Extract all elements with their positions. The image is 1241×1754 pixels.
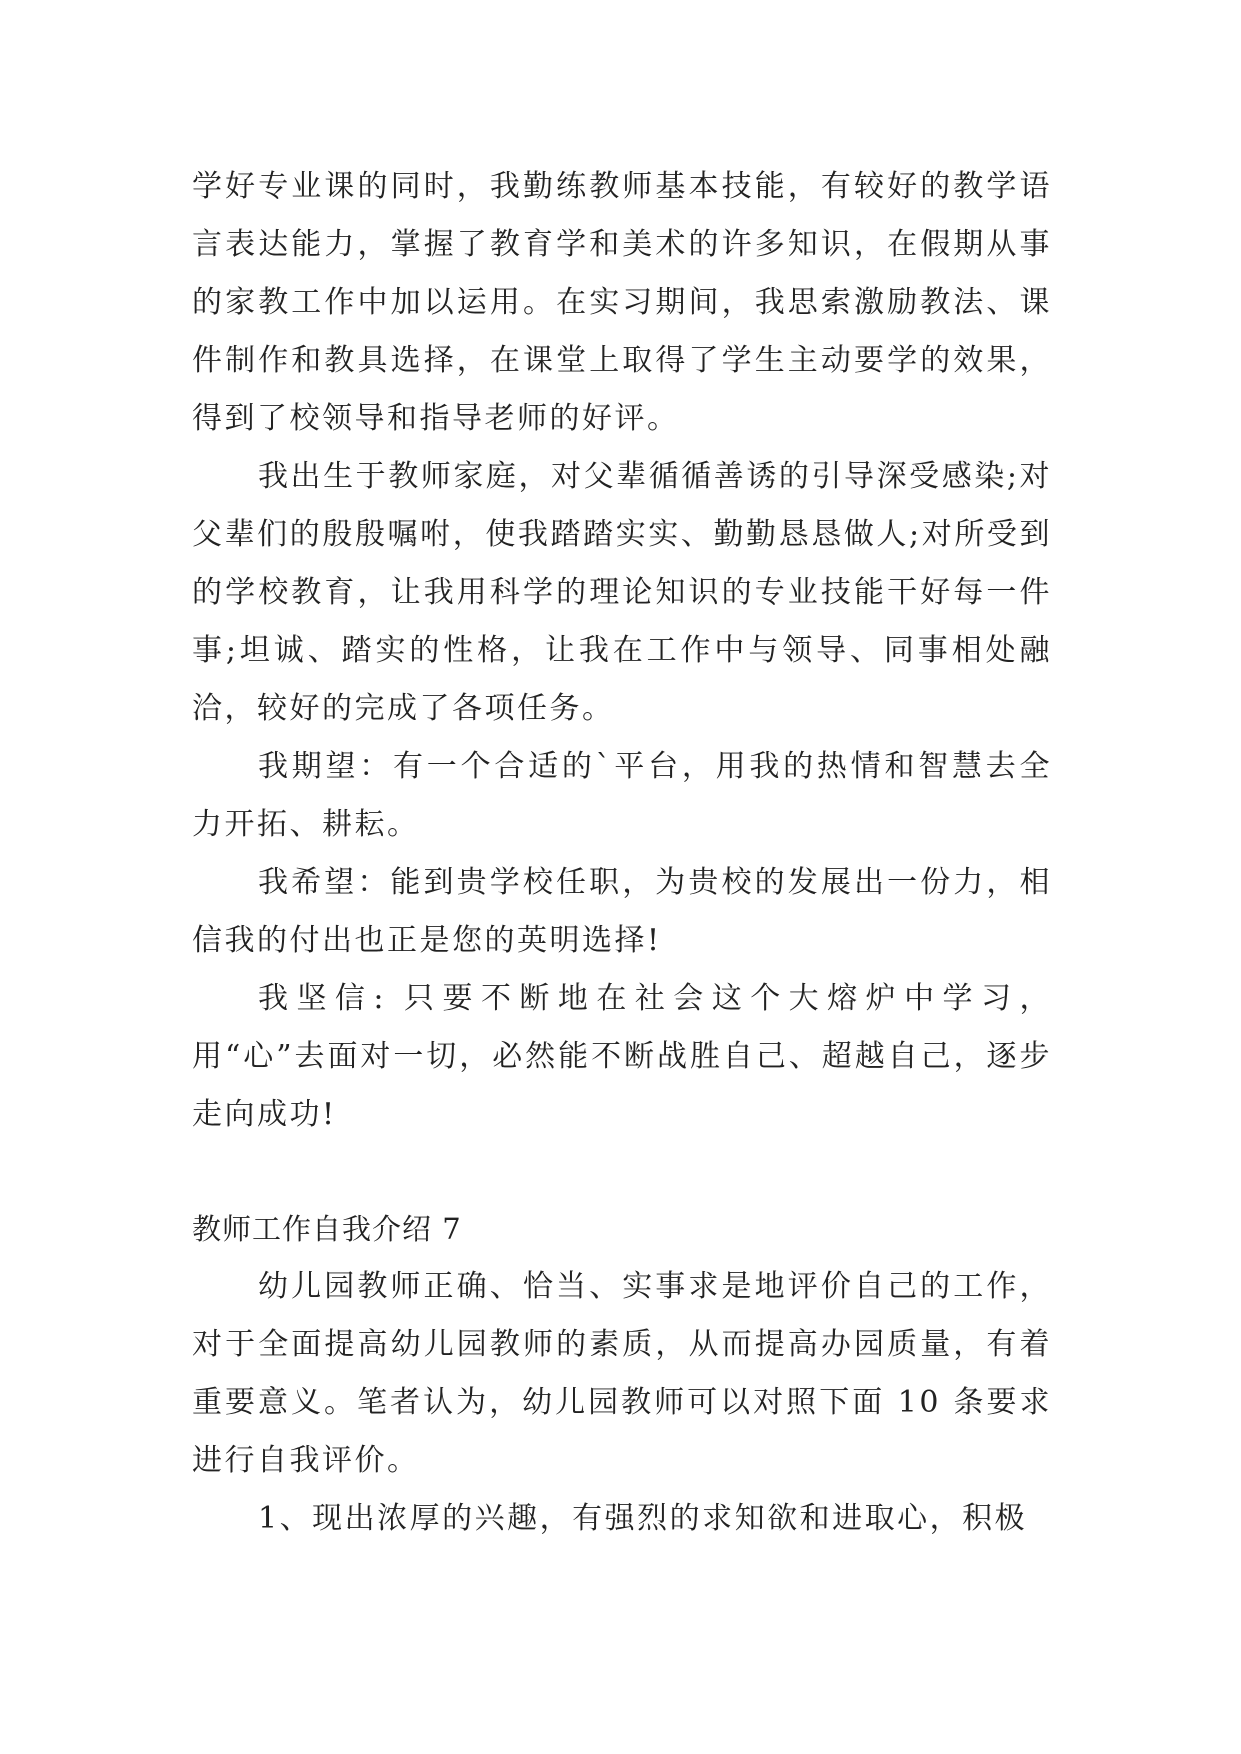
paragraph-skills: 学好专业课的同时，我勤练教师基本技能，有较好的教学语言表达能力，掌握了教育学和美术的许多知识，在假期从事的家教工作中加以运用。在实习期间，我思索激励教法、课件制作和教具选择，在课堂上取得了学生主动要学的效果，得到了校领导和指导老师的好评。 <box>192 169 1052 436</box>
paragraph-item-1: 1、现出浓厚的兴趣，有强烈的求知欲和进取心，积极 <box>258 1501 1028 1536</box>
paragraph-family-background: 我出生于教师家庭，对父辈循循善诱的引导深受感染;对父辈们的殷殷嘱咐，使我踏踏实实、勤勤恳恳做人;对所受到的学校教育，让我用科学的理论知识的专业技能干好每一件事;坦诚、踏实的性格，让我在工作中与领导、同事相处融洽，较好的完成了各项任务。 <box>192 459 1052 726</box>
paragraph-expectation: 我期望：有一个合适的`平台，用我的热情和智慧去全力开拓、耕耘。 <box>192 749 1052 842</box>
paragraph-hope: 我希望：能到贵学校任职，为贵校的发展出一份力，相信我的付出也正是您的英明选择! <box>192 865 1052 958</box>
paragraph-belief: 我坚信: 只要不断地在社会这个大熔炉中学习，用“心”去面对一切，必然能不断战胜自己、超越自己，逐步走向成功! <box>192 981 1052 1132</box>
paragraph-kindergarten-intro: 幼儿园教师正确、恰当、实事求是地评价自己的工作，对于全面提高幼儿园教师的素质，从而提高办园质量，有着重要意义。笔者认为，幼儿园教师可以对照下面 10 条要求进行自我评价。 <box>192 1269 1052 1478</box>
document-body <box>192 158 1052 1548</box>
section-title: 教师工作自我介绍 7 <box>192 1212 462 1246</box>
